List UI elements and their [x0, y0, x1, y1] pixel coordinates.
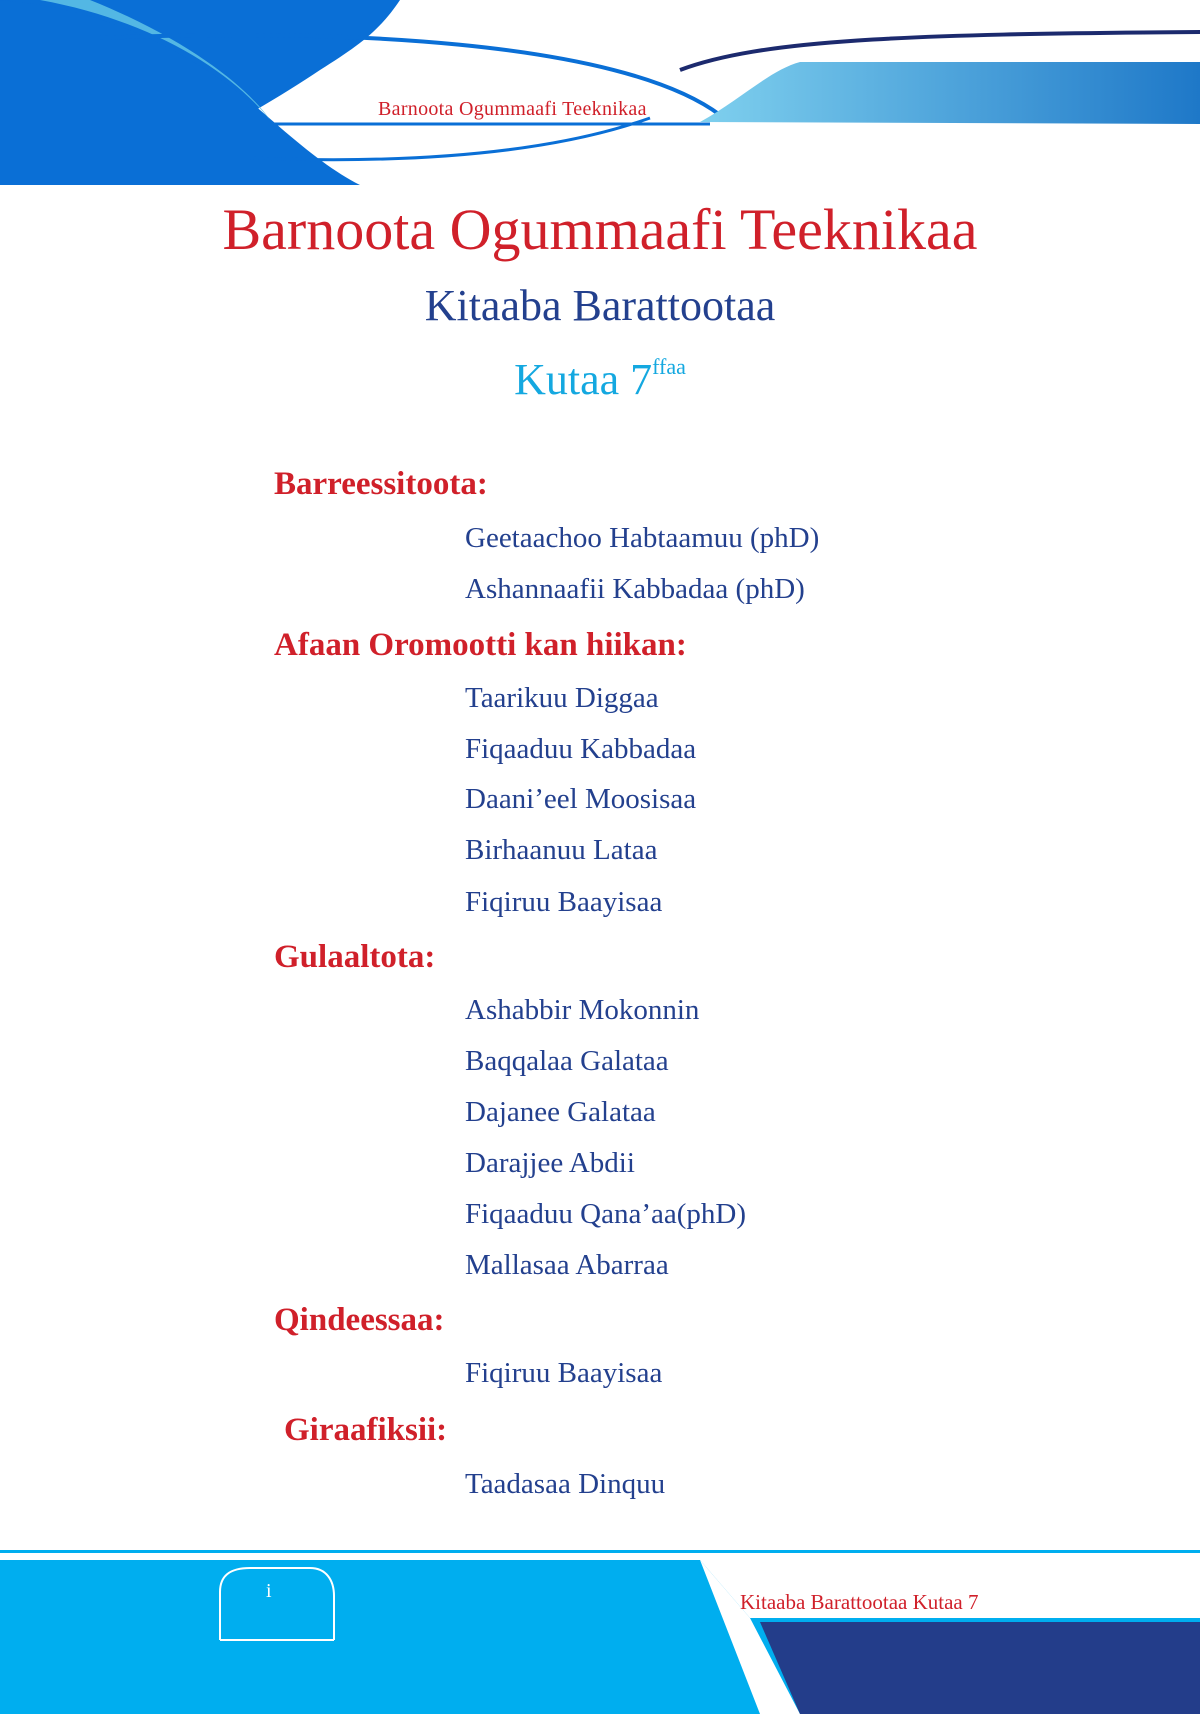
heading-graphics: Giraafiksii: — [284, 1412, 448, 1448]
grade-suffix: ffaa — [652, 354, 686, 379]
translator-name: Taarikuu Diggaa — [465, 682, 659, 714]
translator-name: Fiqaaduu Kabbadaa — [465, 733, 697, 765]
heading-editors: Gulaaltota: — [274, 939, 436, 975]
page-subtitle: Kitaaba Barattootaa — [424, 281, 776, 330]
editor-name: Baqqalaa Galataa — [465, 1045, 669, 1077]
translator-name: Fiqiruu Baayisaa — [465, 886, 663, 918]
coordinator-name: Fiqiruu Baayisaa — [465, 1357, 663, 1389]
graphics-name: Taadasaa Dinquu — [465, 1468, 666, 1500]
page-title: Barnoota Ogummaafi Teeknikaa — [222, 197, 978, 262]
footer-decoration — [0, 1540, 1200, 1714]
heading-translators: Afaan Oromootti kan hiikan: — [274, 627, 687, 663]
footer-label: Kitaaba Barattootaa Kutaa 7 — [740, 1590, 979, 1614]
grade-prefix: Kutaa 7 — [514, 355, 653, 404]
translator-name: Birhaanuu Lataa — [465, 834, 658, 866]
heading-coordinator: Qindeessaa: — [274, 1302, 445, 1338]
editor-name: Dajanee Galataa — [465, 1096, 656, 1128]
editor-name: Darajjee Abdii — [465, 1147, 635, 1179]
translator-name: Daani’eel Moosisaa — [465, 783, 697, 815]
page-number: i — [266, 1580, 272, 1602]
header-label: Barnoota Ogummaafi Teeknikaa — [378, 98, 647, 120]
editor-name: Fiqaaduu Qana’aa(phD) — [465, 1198, 747, 1230]
editor-name: Ashabbir Mokonnin — [465, 994, 700, 1026]
grade-label — [0, 354, 1200, 405]
editor-name: Mallasaa Abarraa — [465, 1249, 669, 1281]
author-name: Ashannaafii Kabbadaa (phD) — [465, 573, 805, 605]
heading-authors: Barreessitoota: — [274, 466, 488, 502]
header-decoration — [0, 0, 1200, 190]
author-name: Geetaachoo Habtaamuu (phD) — [465, 522, 820, 554]
